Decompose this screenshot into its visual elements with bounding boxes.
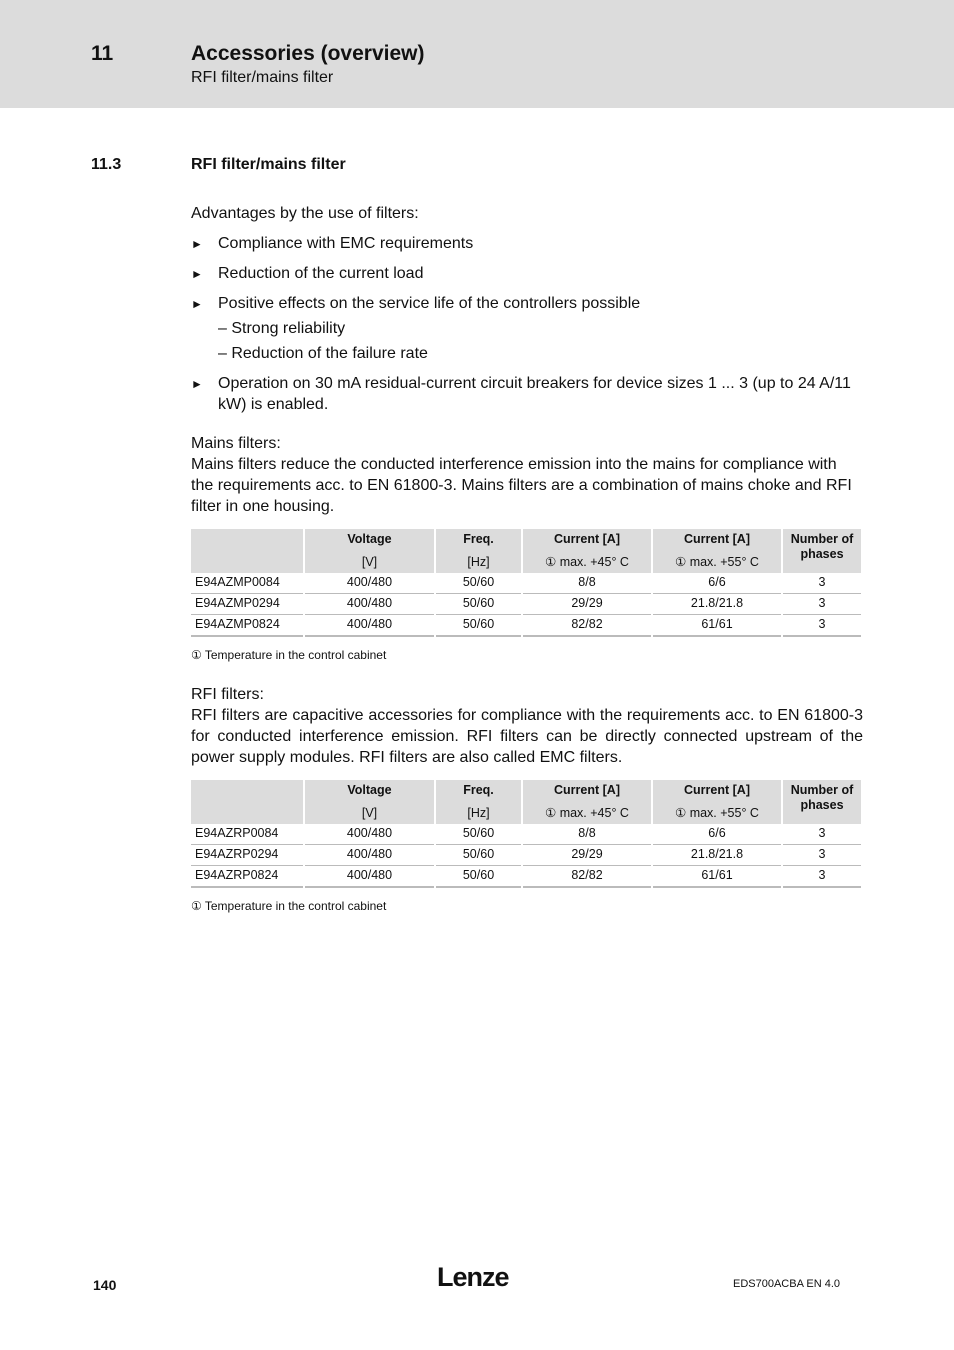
cell-current-55: 21.8/21.8 (653, 594, 781, 615)
cell-current-45: 8/8 (523, 573, 651, 594)
advantages-list (191, 233, 863, 415)
cell-phases: 3 (783, 824, 861, 845)
header-cell-voltage (305, 780, 434, 824)
mains-table-footnote: ① Temperature in the control cabinet (191, 648, 387, 662)
cell-voltage: 400/480 (305, 866, 434, 888)
cell-freq: 50/60 (436, 824, 521, 845)
header-cell-current-45 (523, 529, 651, 573)
header-label: Voltage (347, 532, 392, 546)
cell-phases: 3 (783, 845, 861, 866)
cell-type: E94AZMP0294 (191, 594, 303, 615)
cell-freq: 50/60 (436, 845, 521, 866)
header-unit: [Hz] (467, 806, 490, 820)
chapter-subtitle: RFI filter/mains filter (191, 69, 334, 86)
cell-current-45: 29/29 (523, 845, 651, 866)
header-label: Freq. (463, 783, 494, 797)
header-label: Freq. (463, 532, 494, 546)
cell-freq: 50/60 (436, 594, 521, 615)
list-item-text: Reduction of the current load (218, 265, 424, 282)
cell-phases: 3 (783, 866, 861, 888)
list-subitem: – Strong reliability (218, 320, 346, 337)
header-unit: [V] (361, 555, 378, 569)
cell-type: E94AZRP0084 (191, 824, 303, 845)
table-header-row (191, 780, 861, 824)
header-unit: ① max. +55° C (675, 806, 759, 820)
cell-freq: 50/60 (436, 615, 521, 637)
triangle-bullet-icon: ► (191, 377, 203, 391)
header-cell-freq (436, 780, 521, 824)
header-label: Current [A] (684, 532, 750, 546)
cell-phases: 3 (783, 573, 861, 594)
section-title: RFI filter/mains filter (191, 156, 346, 173)
list-item (191, 263, 863, 284)
cell-voltage: 400/480 (305, 594, 434, 615)
header-unit: ① max. +45° C (545, 555, 629, 569)
header-unit: [Hz] (467, 555, 490, 569)
rfi-table-footnote: ① Temperature in the control cabinet (191, 899, 387, 913)
header-cell-current-55 (653, 780, 781, 824)
cell-current-55: 21.8/21.8 (653, 845, 781, 866)
triangle-bullet-icon: ► (191, 237, 203, 251)
cell-type: E94AZRP0294 (191, 845, 303, 866)
mains-filters-label: Mains filters: (191, 435, 281, 452)
list-item-text: Compliance with EMC requirements (218, 235, 474, 252)
document-id: EDS700ACBA EN 4.0 (733, 1278, 841, 1290)
list-item (191, 233, 863, 254)
header-cell-type (191, 529, 303, 573)
header-label: Voltage (347, 783, 392, 797)
cell-current-45: 82/82 (523, 615, 651, 637)
cell-type: E94AZMP0824 (191, 615, 303, 637)
table-row (191, 594, 861, 615)
mains-filters-text: Mains filters reduce the conducted interference emission into the mains for compliance with the requirements acc. to EN 61800-3. Mains filters are a combination of mains choke and RFI filter in one housing. (191, 456, 852, 515)
header-cell-current-55 (653, 529, 781, 573)
list-item-text: Operation on 30 mA residual-current circuit breakers for device sizes 1 ... 3 (up to 24 A/11 kW) is enabled. (218, 375, 851, 413)
table-row (191, 845, 861, 866)
triangle-bullet-icon: ► (191, 267, 203, 281)
cell-current-55: 6/6 (653, 824, 781, 845)
header-unit: [V] (361, 806, 378, 820)
cell-phases: 3 (783, 615, 861, 637)
chapter-title: Accessories (overview) (191, 42, 425, 65)
rfi-filter-table (189, 780, 863, 888)
cell-current-55: 6/6 (653, 573, 781, 594)
list-subitem: – Reduction of the failure rate (218, 345, 428, 362)
lenze-logo: Lenze (437, 1262, 509, 1292)
table-row (191, 615, 861, 637)
triangle-bullet-icon: ► (191, 297, 203, 311)
header-cell-phases (783, 529, 861, 573)
header-cell-voltage (305, 529, 434, 573)
cell-type: E94AZMP0084 (191, 573, 303, 594)
header-cell-current-45 (523, 780, 651, 824)
list-item-text: Positive effects on the service life of the controllers possible (218, 295, 641, 312)
cell-current-45: 82/82 (523, 866, 651, 888)
rfi-filters-label: RFI filters: (191, 686, 264, 703)
header-label: Number of phases (790, 783, 854, 812)
header-label: Number of phases (790, 532, 854, 561)
header-unit: ① max. +45° C (545, 806, 629, 820)
cell-freq: 50/60 (436, 573, 521, 594)
cell-type: E94AZRP0824 (191, 866, 303, 888)
cell-voltage: 400/480 (305, 845, 434, 866)
cell-phases: 3 (783, 594, 861, 615)
list-item (191, 293, 863, 364)
intro-text: Advantages by the use of filters: (191, 205, 419, 222)
cell-freq: 50/60 (436, 866, 521, 888)
header-cell-type (191, 780, 303, 824)
cell-current-55: 61/61 (653, 866, 781, 888)
mains-filter-table (189, 529, 863, 637)
section-number: 11.3 (91, 156, 122, 173)
cell-voltage: 400/480 (305, 824, 434, 845)
table-row (191, 824, 861, 845)
table-header-row (191, 529, 861, 573)
header-unit: ① max. +55° C (675, 555, 759, 569)
page-number: 140 (93, 1277, 117, 1293)
cell-current-55: 61/61 (653, 615, 781, 637)
table-row (191, 866, 861, 888)
chapter-number: 11 (91, 42, 114, 65)
header-cell-phases (783, 780, 861, 824)
cell-current-45: 8/8 (523, 824, 651, 845)
rfi-filters-text: RFI filters are capacitive accessories for compliance with the requirements acc. to EN 61800-3 for conducted interference emission. RFI filters can be directly connected upstream of the power supply modules. RFI filters are also called EMC filters. (191, 707, 863, 766)
header-label: Current [A] (554, 783, 620, 797)
header-label: Current [A] (554, 532, 620, 546)
header-label: Current [A] (684, 783, 750, 797)
table-row (191, 573, 861, 594)
cell-current-45: 29/29 (523, 594, 651, 615)
list-item (191, 373, 863, 415)
header-band (0, 0, 954, 108)
header-cell-freq (436, 529, 521, 573)
cell-voltage: 400/480 (305, 573, 434, 594)
cell-voltage: 400/480 (305, 615, 434, 637)
main-content (191, 203, 863, 917)
